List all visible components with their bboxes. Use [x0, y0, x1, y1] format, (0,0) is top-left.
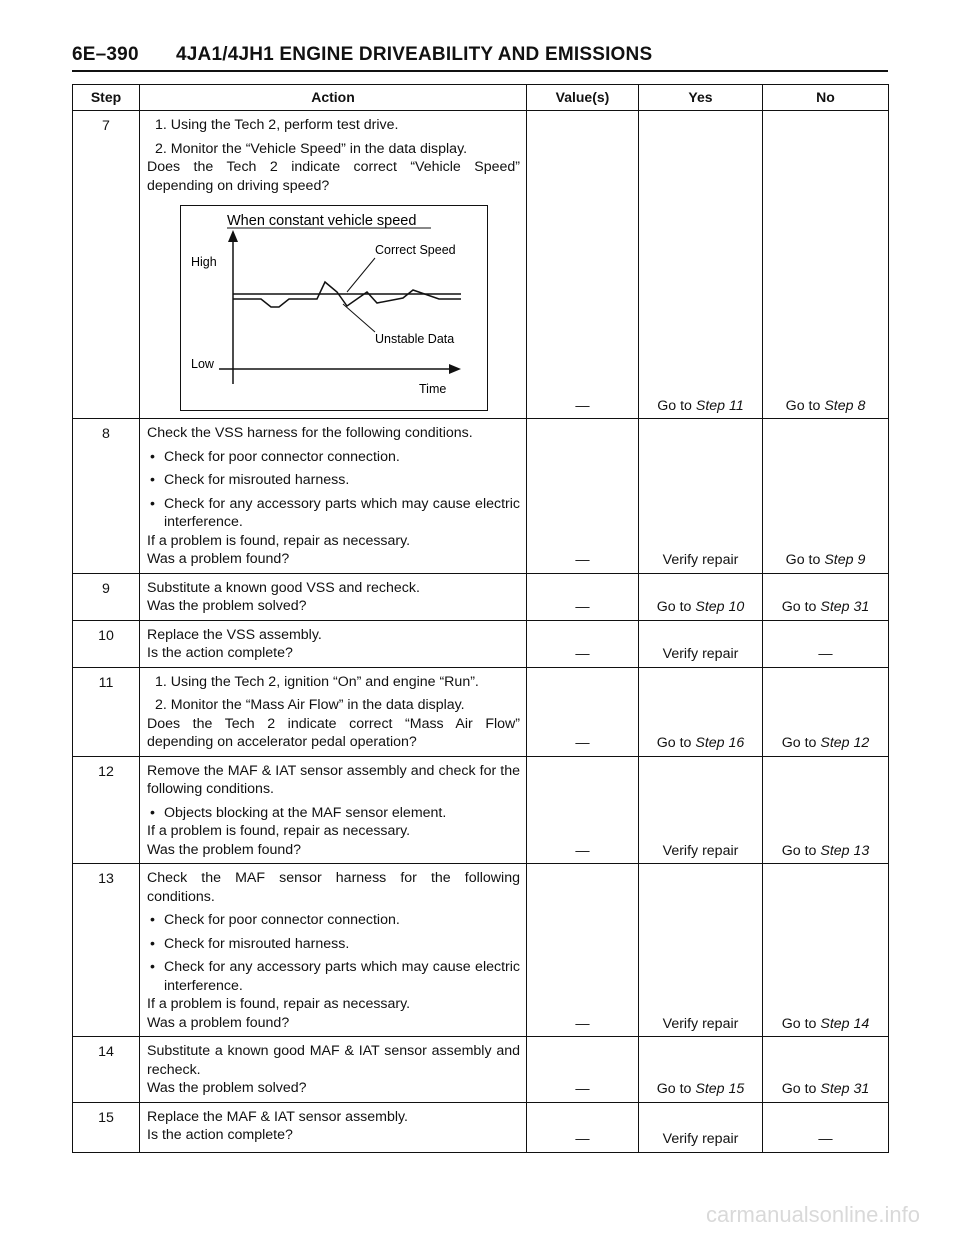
no-prefix: Go to — [781, 1081, 821, 1097]
y-label-high: High — [191, 255, 217, 269]
yes-prefix: Verify repair — [662, 552, 739, 568]
table-row — [73, 419, 889, 574]
yes-prefix: Go to — [656, 1081, 696, 1097]
no-prefix: Go to — [781, 599, 821, 615]
no-prefix: — — [818, 1131, 833, 1147]
action-text: Was a problem found? — [147, 551, 290, 567]
no-prefix: Go to — [781, 842, 821, 859]
table-row — [73, 864, 889, 1037]
x-axis-arrow — [449, 364, 461, 374]
x-label-time: Time — [419, 382, 447, 396]
no-target-step: Step 31 — [820, 1081, 870, 1097]
yes-prefix: Go to — [656, 735, 696, 751]
step-number: 7 — [73, 111, 140, 419]
yes-prefix: Go to — [656, 599, 696, 615]
action-text: Was the problem found? — [147, 841, 302, 858]
value-cell: — — [527, 620, 639, 667]
value-cell: — — [527, 864, 639, 1037]
yes-cell — [639, 1037, 763, 1103]
action-numbered-item: 2. Monitor the “Vehicle Speed” in the data display. — [155, 140, 468, 157]
action-cell — [140, 756, 527, 864]
action-text: Substitute a known good MAF & IAT sensor assembly and recheck. — [147, 1043, 520, 1078]
table-row — [73, 573, 889, 620]
step-number: 9 — [73, 573, 140, 620]
watermark: carmanualsonline.info — [705, 1202, 920, 1227]
yes-target-step: Step 15 — [695, 1081, 745, 1097]
no-cell — [763, 620, 889, 667]
label-correct-speed: Correct Speed — [375, 243, 456, 257]
page-title: 4JA1/4JH1 ENGINE DRIVEABILITY AND EMISSIONS — [176, 44, 653, 65]
action-text: Does the Tech 2 indicate correct “Vehicle Speed” depending on driving speed? — [147, 159, 520, 194]
yes-cell — [639, 667, 763, 756]
no-cell — [763, 1037, 889, 1103]
yes-cell — [639, 111, 763, 419]
yes-prefix: Verify repair — [662, 1015, 739, 1032]
yes-cell — [639, 573, 763, 620]
col-header-action: Action — [140, 85, 527, 111]
header-rule — [72, 70, 888, 72]
action-text: Was a problem found? — [147, 1014, 290, 1031]
action-text: If a problem is found, repair as necessary. — [147, 532, 411, 549]
col-header-yes: Yes — [639, 85, 763, 111]
step-number: 15 — [73, 1102, 140, 1152]
page-number: 6E–390 — [72, 44, 139, 65]
yes-prefix: Verify repair — [662, 842, 739, 859]
action-cell — [140, 573, 527, 620]
action-text: Does the Tech 2 indicate correct “Mass Air Flow” depending on accelerator pedal operation? — [147, 715, 520, 750]
action-bullet: • Check for misrouted harness. — [147, 471, 520, 490]
action-bullet: • Check for poor connector connection. — [147, 448, 520, 467]
yes-cell — [639, 864, 763, 1037]
table-row — [73, 667, 889, 756]
no-target-step: Step 14 — [820, 1015, 870, 1032]
action-lead: Check the VSS harness for the following conditions. — [147, 425, 473, 441]
col-header-step: Step — [73, 85, 140, 111]
action-cell — [140, 1037, 527, 1103]
label-unstable-data: Unstable Data — [375, 332, 455, 346]
yes-prefix: Verify repair — [662, 1131, 739, 1147]
table-row — [73, 1037, 889, 1103]
table-row — [73, 111, 889, 419]
speed-diagram — [180, 205, 488, 411]
step-number: 13 — [73, 864, 140, 1037]
col-header-values: Value(s) — [527, 85, 639, 111]
step-number: 10 — [73, 620, 140, 667]
action-text: If a problem is found, repair as necessary. — [147, 823, 411, 839]
table-header-row — [73, 85, 889, 111]
action-lead: Check the MAF sensor harness for the following conditions. — [147, 870, 520, 905]
no-cell — [763, 864, 889, 1037]
step-number: 14 — [73, 1037, 140, 1103]
action-numbered-item: 2. Monitor the “Mass Air Flow” in the data display. — [155, 697, 465, 713]
action-bullet: • Check for poor connector connection. — [147, 911, 520, 930]
action-bullet: • Check for any accessory parts which may cause electric interference. — [147, 958, 520, 995]
step-number: 8 — [73, 419, 140, 574]
action-cell — [140, 419, 527, 574]
action-text: Replace the VSS assembly. — [147, 626, 322, 643]
no-prefix: — — [818, 646, 833, 662]
speed-diagram-svg — [181, 206, 487, 410]
action-text: Is the action complete? — [147, 1127, 293, 1143]
col-header-no: No — [763, 85, 889, 111]
no-cell — [763, 667, 889, 756]
no-cell — [763, 1102, 889, 1152]
yes-cell — [639, 1102, 763, 1152]
value-cell: — — [527, 1037, 639, 1103]
value-cell: — — [527, 756, 639, 864]
table-row — [73, 620, 889, 667]
value-cell: — — [527, 573, 639, 620]
no-prefix: Go to — [781, 735, 821, 751]
yes-prefix: Go to — [657, 397, 696, 414]
value-cell: — — [527, 667, 639, 756]
no-cell — [763, 419, 889, 574]
action-bullet: • Objects blocking at the MAF sensor element. — [147, 804, 520, 823]
no-target-step: Step 8 — [824, 397, 866, 414]
yes-target-step: Step 16 — [695, 735, 745, 751]
y-axis-arrow — [228, 230, 238, 242]
action-numbered-item: 1. Using the Tech 2, perform test drive. — [155, 117, 399, 133]
no-prefix: Go to — [785, 397, 825, 414]
action-text: If a problem is found, repair as necessary. — [147, 996, 411, 1012]
action-cell — [140, 1102, 527, 1152]
no-prefix: Go to — [781, 1015, 821, 1032]
action-text: Replace the MAF & IAT sensor assembly. — [147, 1108, 408, 1125]
action-cell — [140, 111, 527, 419]
step-number: 12 — [73, 756, 140, 864]
action-cell — [140, 620, 527, 667]
diagnostic-table — [72, 84, 889, 1153]
table-row — [73, 756, 889, 864]
page-header — [72, 44, 652, 66]
action-cell — [140, 667, 527, 756]
yes-target-step: Step 10 — [695, 599, 745, 615]
action-numbered-item: 1. Using the Tech 2, ignition “On” and engine “Run”. — [155, 673, 479, 690]
no-cell — [763, 111, 889, 419]
yes-prefix: Verify repair — [662, 646, 739, 662]
no-target-step: Step 13 — [820, 842, 870, 859]
yes-cell — [639, 756, 763, 864]
action-text: Was the problem solved? — [147, 1080, 307, 1096]
action-cell — [140, 864, 527, 1037]
action-text: Was the problem solved? — [147, 598, 307, 614]
action-bullet: • Check for any accessory parts which may cause electric interference. — [147, 495, 520, 532]
yes-cell — [639, 620, 763, 667]
action-bullet: • Check for misrouted harness. — [147, 935, 520, 954]
value-cell: — — [527, 1102, 639, 1152]
value-cell: — — [527, 419, 639, 574]
step-number: 11 — [73, 667, 140, 756]
action-text: Substitute a known good VSS and recheck. — [147, 579, 420, 596]
y-label-low: Low — [191, 357, 214, 371]
unstable-data-leader — [343, 304, 375, 332]
table-row — [73, 1102, 889, 1152]
no-cell — [763, 756, 889, 864]
no-target-step: Step 31 — [820, 599, 870, 615]
no-target-step: Step 12 — [820, 735, 870, 751]
value-cell: — — [527, 111, 639, 419]
yes-target-step: Step 11 — [695, 397, 744, 414]
no-cell — [763, 573, 889, 620]
no-target-step: Step 9 — [824, 552, 866, 568]
no-prefix: Go to — [785, 552, 825, 568]
action-text: Is the action complete? — [147, 645, 293, 661]
diagram-title: When constant vehicle speed — [227, 213, 417, 229]
action-lead: Remove the MAF & IAT sensor assembly and check for the following conditions. — [147, 762, 520, 797]
yes-cell — [639, 419, 763, 574]
correct-speed-leader — [347, 258, 375, 292]
